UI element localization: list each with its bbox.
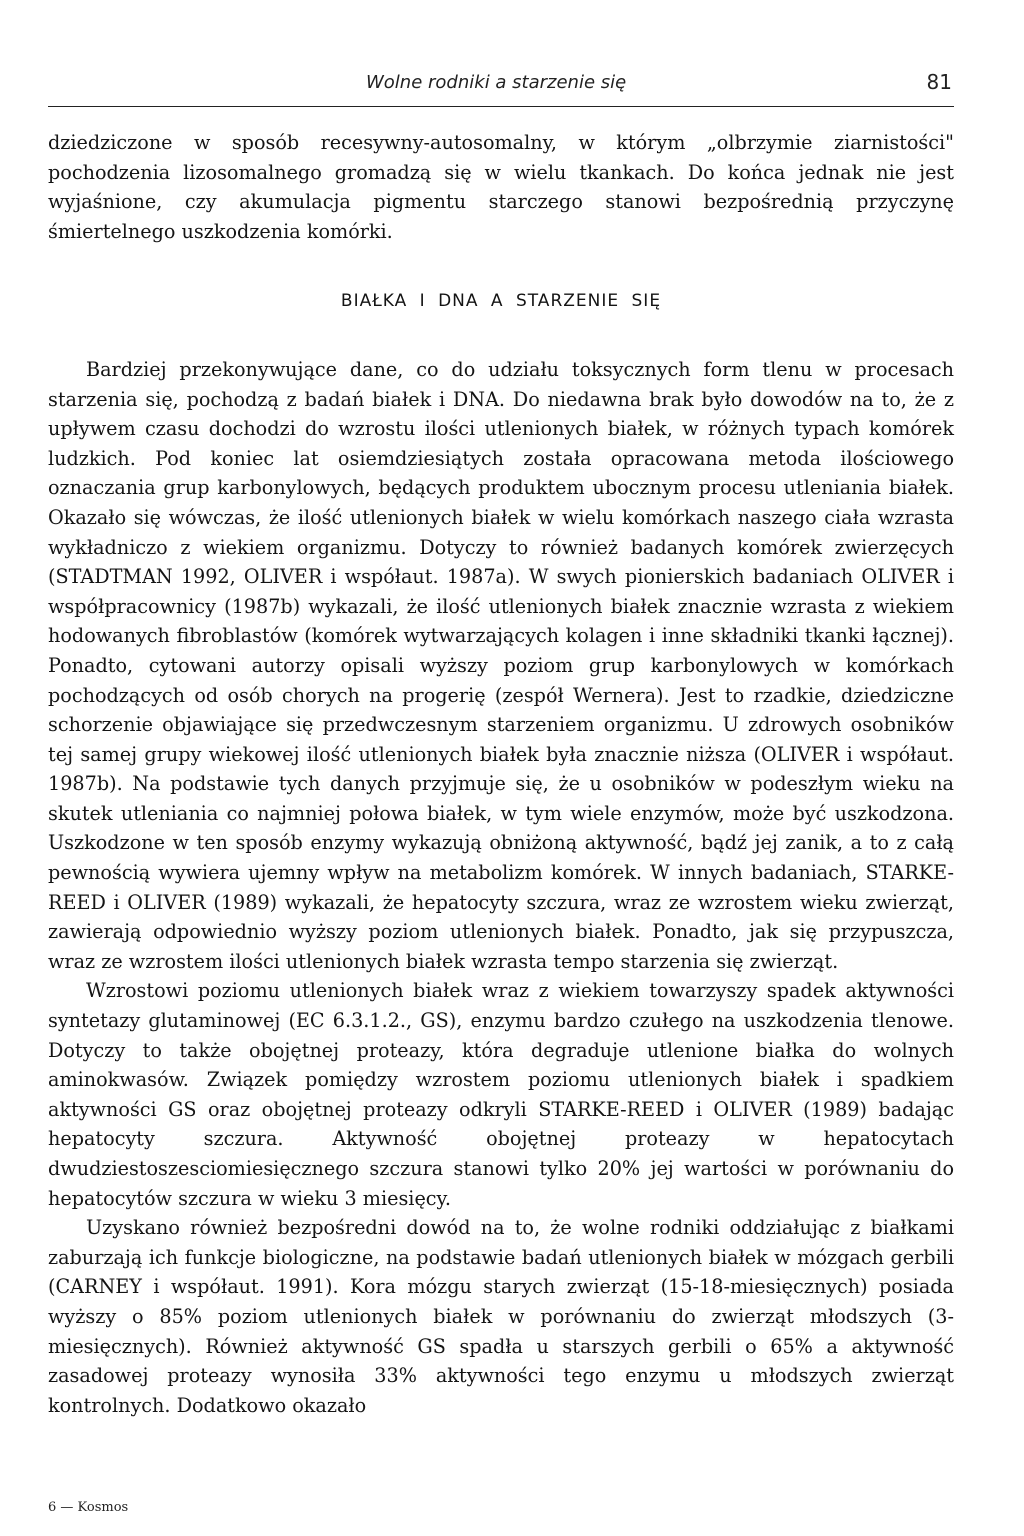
intro-paragraph: dziedziczone w sposób recesywny-autosomalny, w którym „olbrzymie ziarnistości" pochodzenia lizosomalnego gromadzą się w wielu tkankach. Do końca jednak nie jest wyjaśnione, czy akumulacja pigmentu starczego stanowi bezpośrednią przyczynę śmiertelnego uszkodzenia komórki. [48,131,954,243]
footer-signature: 6 — Kosmos [48,1500,129,1515]
paragraph-3: Uzyskano również bezpośredni dowód na to, że wolne rodniki oddziałując z białkami zaburzają ich funkcje biologiczne, na podstawie badań utlenionych białek w mózgach gerbili (CARNEY i współaut. 1991). Kora mózgu starych zwierząt (15-18-miesięcznych) posiada wyższy o 85% poziom utlenionych białek w porównaniu do zwierząt młodszych (3-miesięcznych). Również aktywność GS spadła u starszych gerbili o 65% a aktywność zasadowej proteazy wynosiła 33% aktywności tego enzymu u młodszych zwierząt kontrolnych. Dodatkowo okazało [48,1216,954,1417]
paragraph-1: Bardziej przekonywujące dane, co do udziału toksycznych form tlenu w procesach starzenia się, pochodzą z badań białek i DNA. Do niedawna brak było dowodów na to, że z upływem czasu dochodzi do wzrostu ilości utlenionych białek, w różnych typach komórek ludzkich. Pod koniec lat osiemdziesiątych została opracowana metoda ilościowego oznaczania grup karbonylowych, będących produktem ubocznym procesu utleniania białek. Okazało się wówczas, że ilość utlenionych białek w wielu komórkach naszego ciała wzrasta wykładniczo z wiekiem organizmu. Dotyczy to również badanych komórek zwierzęcych (STADTMAN 1992, OLIVER i współaut. 1987a). W swych pionierskich badaniach OLIVER i współpracownicy (1987b) wykazali, że ilość utlenionych białek znacznie wzrasta z wiekiem hodowanych fibroblastów (komórek wytwarzających kolagen i inne składniki tkanki łącznej). Ponadto, cytowani autorzy opisali wyższy poziom grup karbonylowych w komórkach pochodzących od osób chorych na progerię (zespół Wernera). Jest to rzadkie, dziedziczne schorzenie objawiające się przedwczesnym starzeniem organizmu. U zdrowych osobników tej samej grupy wiekowej ilość utlenionych białek była znacznie niższa (OLIVER i współaut. 1987b). Na podstawie tych danych przyjmuje się, że u osobników w podeszłym wieku na skutek utleniania co najmniej połowa białek, w tym wiele enzymów, może być uszkodzona. Uszkodzone w ten sposób enzymy wykazują obniżoną aktywność, bądź jej zanik, a to z całą pewnością wywiera ujemny wpływ na metabolizm komórek. W innych badaniach, STARKE-REED i OLIVER (1989) wykazali, że hepatocyty szczura, wraz ze wzrostem wieku zwierząt, zawierają odpowiednio wyższy poziom utlenionych białek. Ponadto, jak się przypuszcza, wraz ze wzrostem ilości utlenionych białek wzrasta tempo starzenia się zwierząt. [48,357,954,973]
running-header [48,72,954,107]
body-text [48,128,954,1420]
running-title: Wolne rodniki a starzenie się [366,72,627,93]
paragraph-2: Wzrostowi poziomu utlenionych białek wraz z wiekiem towarzyszy spadek aktywności syntetazy glutaminowej (EC 6.3.1.2., GS), enzymu bardzo czułego na uszkodzenia tlenowe. Dotyczy to także obojętnej proteazy, która degraduje utlenione białka do wolnych aminokwasów. Związek pomiędzy wzrostem poziomu utlenionych białek i spadkiem aktywności GS oraz obojętnej proteazy odkryli STARKE-REED i OLIVER (1989) badając hepatocyty szczura. Aktywność obojętnej proteazy w hepatocytach dwudziestoszesciomiesięcznego szczura stanowi tylko 20% jej wartości w porównaniu do hepatocytów szczura w wieku 3 miesięcy. [48,979,954,1210]
page-number: 81 [926,70,952,94]
section-heading: BIAŁKA I DNA A STARZENIE SIĘ [340,291,662,312]
